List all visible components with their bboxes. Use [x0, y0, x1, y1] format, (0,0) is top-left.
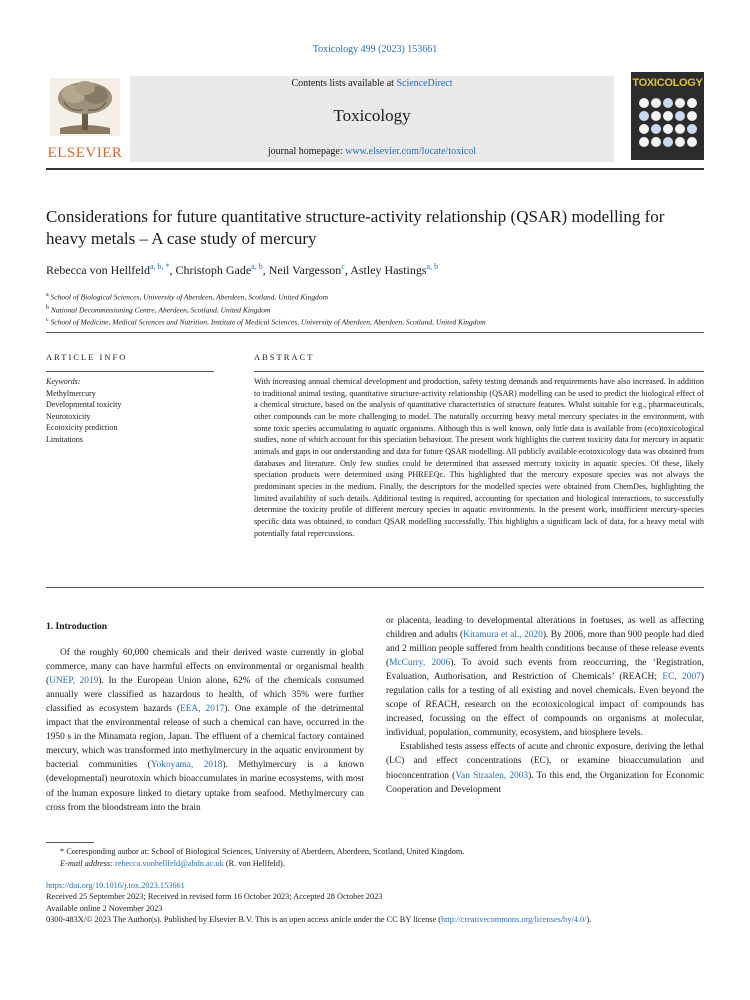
citation-link[interactable]: McCurry, 2006 [389, 658, 451, 669]
footnote-rule [46, 842, 94, 843]
paragraph-text: ) regulation calls for a testing of all existing and novel chemicals. Even beyond the scope of REACH, research on the ecotoxicological impact of compounds has increased, focussing on the effect of compounds on organisms at molecular, individual, population, community, ecosystem, and biosphere levels. [386, 672, 704, 739]
journal-info-box [130, 76, 614, 162]
affiliation-item [46, 315, 696, 328]
affiliation-item [46, 290, 696, 303]
doi-link[interactable]: https://doi.org/10.1016/j.tox.2023.153661 [46, 881, 185, 890]
intro-paragraph-2 [386, 614, 704, 740]
keywords-block [46, 376, 214, 446]
elsevier-tree-icon [50, 78, 120, 136]
cover-title: TOXICOLOGY [632, 77, 703, 89]
citation-link[interactable]: Kitamura et al., 2020 [463, 630, 543, 641]
paragraph-text: ). By 2006, more than 900 people had died and 2 million people suffered from health conditions because of these release events ( [386, 630, 704, 669]
author-email-link[interactable]: rebecca.vonhellfeld@abdn.ac.uk [115, 859, 224, 868]
abstract-text: With increasing annual chemical development and production, safety testing demands and requirements have also increased. In addition to traditional animal testing, quantitative structure-activity relationship (QSAR) modelling can be used to predict the biological effect of a chemical structure, based on the analysis of quantitative characteristics of structure features. Whilst suitable for e.g., pharmaceuticals, other compounds can be more challenging to model. The naturally occurring heavy metal mercury speciates in the environment, with some toxic species accumulating in aquatic organisms. Although this is well known, only little data is available from (eco)toxicological studies, none of which account for this speciation behaviour. The present work highlights the current toxicity data for mercury in aquatic animals and gaps in our understanding and data for future QSAR modelling. All publicly available ecotoxicology data was obtained from databases and literature. Only few studies could be determined that assessed mercury toxicity in aquatic species. Of these, likely speciation products were determined using PHREEQc. This highlighted that the mercury exposure species was not always the predominant species in the medium. Finally, the descriptors for the modelled species were obtained from ChemDes, highlighting the limited availability of such details. Additional testing is required, accounting for speciation and biological interactions, to successfully determine the toxicity profile of different mercury species in aquatic environments. In the present work, insufficient mercury-species specific data was obtained, to conduct QSAR modelling successfully. This highlights a significant lack of data, for a heavy metal with potentially fatal repercussions. [254, 377, 704, 538]
author-affiliation-marker[interactable]: a, b [426, 262, 439, 271]
keyword-list [46, 388, 214, 446]
received-dates: Received 25 September 2023; Received in revised form 16 October 2023; Accepted 28 October 2023 [46, 892, 383, 902]
paragraph-text: Of the roughly 60,000 chemicals and their derived waste currently in global commerce, many can have harmful effects on environmental or organismal health ( [46, 648, 364, 687]
abstract-heading: ABSTRACT [254, 352, 315, 362]
contents-line [130, 78, 614, 89]
article-title: Considerations for future quantitative structure-activity relationship (QSAR) modelling for heavy metals – A case study of mercury [46, 207, 665, 248]
author-affiliation-marker[interactable]: a, b [251, 262, 263, 271]
citation-link[interactable]: EEA, 2017 [179, 704, 225, 715]
journal-masthead [46, 76, 704, 162]
affiliation-list [46, 290, 696, 328]
author-separator: , [262, 263, 269, 277]
keyword-item: Limitations [46, 434, 83, 444]
affiliation-key: c [46, 317, 49, 323]
homepage-prefix: journal homepage: [267, 146, 346, 157]
available-online: Available online 2 November 2023 [46, 903, 163, 913]
journal-homepage-link[interactable]: www.elsevier.com/locate/toxicol [345, 146, 477, 157]
body-left-column [46, 620, 364, 815]
citation-link[interactable]: Van Straalen, 2003 [455, 770, 529, 781]
author-separator: , [169, 263, 176, 277]
affiliation-item [46, 303, 696, 316]
elsevier-logo[interactable] [46, 76, 124, 162]
paragraph-text: ). In the European Union alone, 62% of the chemicals consumed annually were classified as hazardous to health, of which 35% were further classified as ecosystem hazards ( [46, 676, 364, 715]
cc-license-link[interactable]: http://creativecommons.org/licenses/by/4.0/ [440, 915, 587, 925]
cover-dots-image [637, 96, 699, 156]
license-line [46, 914, 706, 925]
affiliation-key: a [46, 292, 49, 298]
paragraph-text: ). Methylmercury is a known (developmental) neurotoxin which bioaccumulates in marine ecosystems, with most of the human exposure linked to dietary uptake from seafood. Methylmercury can cross from the bloodstream into the brain [46, 760, 365, 813]
corresponding-author-note: * Corresponding author at: School of Biological Sciences, University of Aberdeen, Aberdeen, Scotland, United Kingdom. [60, 847, 465, 856]
author-name[interactable]: Christoph Gade [175, 263, 252, 277]
keyword-item: Neurotoxicity [46, 411, 91, 421]
journal-citation[interactable]: Toxicology 499 (2023) 153661 [312, 44, 438, 55]
article-info-rule [46, 371, 214, 372]
paragraph-text: ). One example of the detrimental impact that the environmental release of such a chemical can have, occurred in the 1950 s in the Minamata region, Japan. The effluent of a chemical factory contained mercury, which was transformed into methylmercury in the aquatic environment by bacterial communities ( [46, 704, 365, 771]
paragraph-text: ). To this end, the Organization for Economic Cooperation and Development [386, 770, 705, 795]
abstract-rule [254, 371, 704, 372]
footnotes [46, 846, 704, 870]
paragraph-text: or placenta, leading to developmental alterations in foetuses, as well as affecting children and adults ( [386, 616, 704, 641]
affiliation-text: School of Medicine, Medical Sciences and Nutrition, Institute of Medical Sciences, University of Aberdeen, Aberdeen, Scotland, United Kingdom [48, 317, 486, 327]
affiliation-text: National Decommissioning Centre, Aberdeen, Scotland, United Kingdom [49, 305, 271, 314]
email-suffix: (R. von Hellfeld). [223, 859, 285, 868]
license-suffix: ). [586, 915, 592, 925]
publication-info [46, 880, 706, 926]
author-list [46, 262, 696, 278]
journal-cover-thumbnail[interactable] [631, 72, 704, 160]
homepage-line [130, 146, 614, 157]
author-name[interactable]: Astley Hastings [350, 263, 427, 277]
paragraph-text: Established tests assess effects of acute and chronic exposure, deriving the lethal (LC) and effect concentrations (EC), or examine bioaccumulation and bioconcentration ( [386, 742, 704, 781]
sciencedirect-link[interactable]: ScienceDirect [396, 78, 453, 89]
keyword-item: Ecotoxicity prediction [46, 423, 118, 433]
intro-paragraph-1 [46, 646, 364, 815]
contents-prefix: Contents lists available at [291, 78, 397, 89]
citation-link[interactable]: EC, 2007 [662, 672, 701, 683]
affiliation-key: b [46, 304, 49, 311]
abstract-divider [46, 587, 704, 588]
affiliation-text: School of Biological Sciences, University of Aberdeen, Aberdeen, Scotland, United Kingdom [48, 292, 328, 302]
author-separator: , [344, 263, 351, 277]
keyword-item: Developmental toxicity [46, 400, 122, 410]
journal-name: Toxicology [333, 106, 411, 125]
citation-link[interactable]: UNEP, 2019 [49, 676, 99, 687]
elsevier-wordmark: ELSEVIER [47, 145, 123, 161]
license-prefix: 0300-483X/© 2023 The Author(s). Published by Elsevier B.V. This is an open access article under the CC BY license ( [46, 915, 441, 925]
author-affiliation-marker[interactable]: c [341, 262, 345, 271]
keyword-item: Methylmercury [46, 388, 96, 398]
author-name[interactable]: Rebecca von Hellfeld [46, 263, 150, 277]
intro-paragraph-3 [386, 740, 704, 796]
citation-link[interactable]: Yokoyama, 2018 [150, 760, 223, 771]
author-affiliation-marker[interactable]: a, b, * [149, 262, 170, 271]
email-label: E-mail address: [60, 859, 115, 868]
paragraph-text: ). To avoid such events from reoccurring, the ‘Registration, Evaluation, Authorisation, and Restriction of Chemicals’ (REACH; [386, 658, 704, 683]
section-heading-introduction: 1. Introduction [46, 622, 108, 632]
body-right-column [386, 614, 704, 797]
header-divider [46, 168, 704, 170]
keywords-label: Keywords: [46, 377, 81, 386]
author-name[interactable]: Neil Vargesson [268, 263, 342, 277]
email-note [46, 858, 704, 870]
article-info-heading: ARTICLE INFO [46, 352, 128, 362]
affiliation-divider [46, 332, 704, 333]
